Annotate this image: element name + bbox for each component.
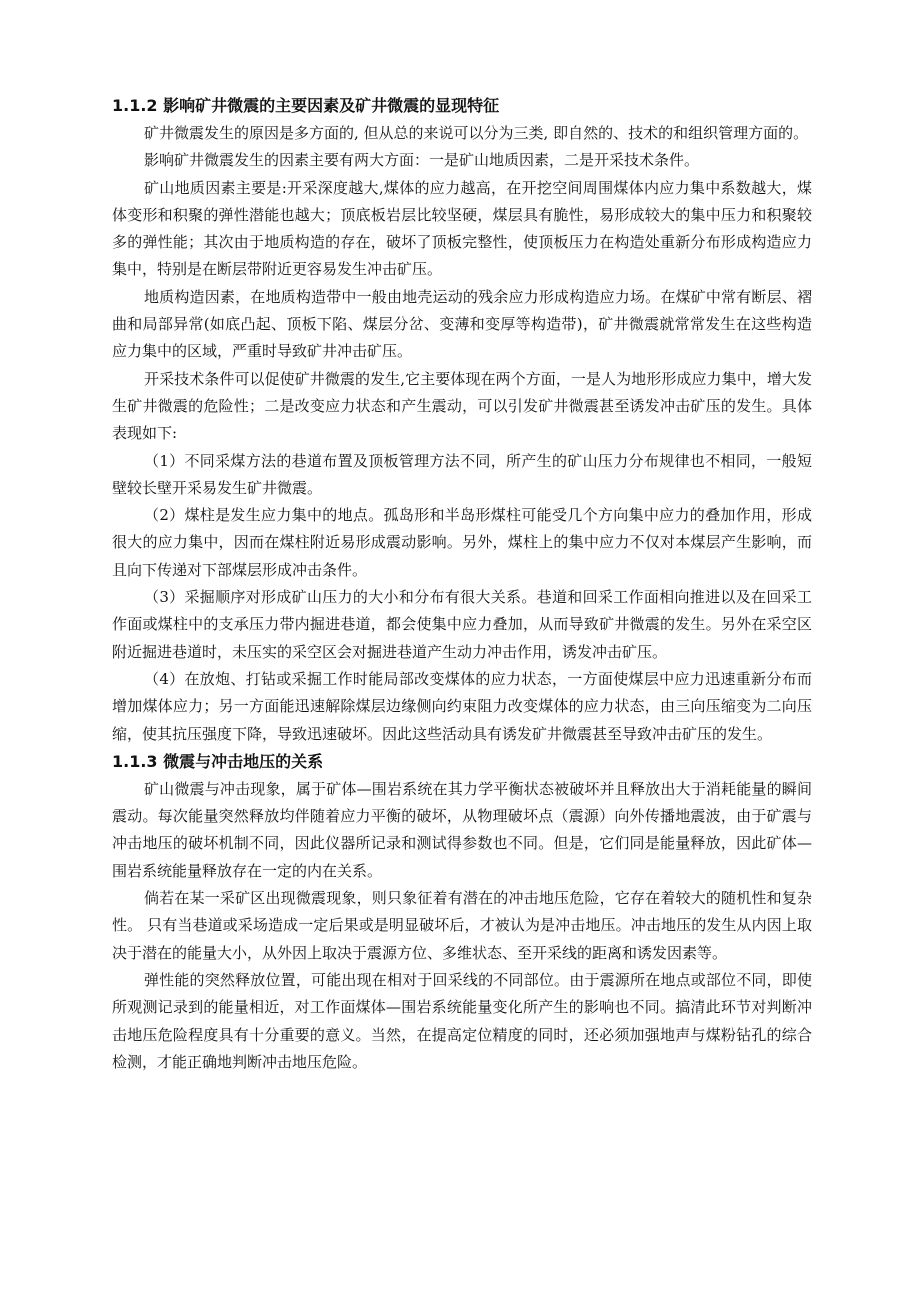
paragraph: 地质构造因素，在地质构造带中一般由地壳运动的残余应力形成构造应力场。在煤矿中常有断层、褶曲和局部异常(如底凸起、顶板下陷、煤层分岔、变薄和变厚等构造带)，矿井微震就常常发生在这些构造应力集中的区域，严重时导致矿井冲击矿压。: [112, 287, 812, 361]
section-heading-1-1-2: 1.1.2 影响矿井微震的主要因素及矿井微震的显现特征: [112, 96, 500, 115]
list-item-paragraph: （2）煤柱是发生应力集中的地点。孤岛形和半岛形煤柱可能受几个方向集中应力的叠加作用，形成很大的应力集中，因而在煤柱附近易形成震动影响。另外，煤柱上的集中应力不仅对本煤层产生影响，而且向下传递对下部煤层形成冲击条件。: [112, 506, 812, 579]
paragraph: 影响矿井微震发生的因素主要有两大方面：一是矿山地质因素，二是开采技术条件。: [144, 151, 700, 170]
paragraph: 开采技术条件可以促使矿井微震的发生,它主要体现在两个方面，一是人为地形形成应力集中，增大发生矿井微震的危险性；二是改变应力状态和产生震动，可以引发矿井微震甚至诱发冲击矿压的发生。具体表现如下:: [112, 369, 812, 443]
section-heading-1-1-3: 1.1.3 微震与冲击地压的关系: [112, 751, 324, 771]
list-item-paragraph: （3）采掘顺序对形成矿山压力的大小和分布有很大关系。巷道和回采工作面相向推进以及在回采工作面或煤柱中的支承压力带内掘进巷道，都会使集中应力叠加，从而导致矿井微震的发生。另外在采空区附近掘进巷道时，未压实的采空区会对掘进巷道产生动力冲击作用，诱发冲击矿压。: [112, 588, 812, 661]
paragraph: 倘若在某一采矿区出现微震现象，则只象征着有潜在的冲击地压危险，它存在着较大的随机性和复杂性。 只有当巷道或采场造成一定后果或是明显破坏后，才被认为是冲击地压。冲击地压的发生从内因上取决于潜在的能量大小，从外因上取决于震源方位、多维状态、至开采线的距离和诱发因素等。: [112, 889, 812, 962]
paragraph: 弹性能的突然释放位置，可能出现在相对于回采线的不同部位。由于震源所在地点或部位不同，即使所观测记录到的能量相近，对工作面煤体—围岩系统能量变化所产生的影响也不同。搞清此环节对判断冲击地压危险程度具有十分重要的意义。当然，在提高定位精度的同时，还必须加强地声与煤粉钻孔的综合检测，才能正确地判断冲击地压危险。: [112, 970, 812, 1071]
paragraph: 矿山微震与冲击现象，属于矿体—围岩系统在其力学平衡状态被破坏并且释放出大于消耗能量的瞬间震动。每次能量突然释放均伴随着应力平衡的破坏，从物理破坏点（震源）向外传播地震波，由于矿震与冲击地压的破坏机制不同，因此仪器所记录和测试得参数也不同。但是，它们同是能量释放，因此矿体—围岩系统能量释放存在一定的内在关系。: [112, 779, 812, 880]
paragraph: 矿山地质因素主要是:开采深度越大,煤体的应力越高，在开挖空间周围煤体内应力集中系数越大，煤体变形和积聚的弹性潜能也越大；顶底板岩层比较坚硬，煤层具有脆性，易形成较大的集中压力和积聚较多的弹性能；其次由于地质构造的存在，破坏了顶板完整性，使顶板压力在构造处重新分布形成构造应力集中，特别是在断层带附近更容易发生冲击矿压。: [112, 178, 812, 279]
document-page: [112, 92, 812, 1076]
list-item-paragraph: （1）不同采煤方法的巷道布置及顶板管理方法不同，所产生的矿山压力分布规律也不相同，一般短壁较长壁开采易发生矿井微震。: [112, 451, 812, 497]
list-item-paragraph: （4）在放炮、打钻或采掘工作时能局部改变煤体的应力状态，一方面使煤层中应力迅速重新分布而增加煤体应力；另一方面能迅速解除煤层边缘侧向约束阻力改变煤体的应力状态，由三向压缩变为二向压缩，使其抗压强度下降，导致迅速破坏。因此这些活动具有诱发矿井微震甚至导致冲击矿压的发生。: [112, 669, 812, 743]
paragraph: 矿井微震发生的原因是多方面的, 但从总的来说可以分为三类, 即自然的、技术的和组织管理方面的。: [144, 124, 809, 142]
